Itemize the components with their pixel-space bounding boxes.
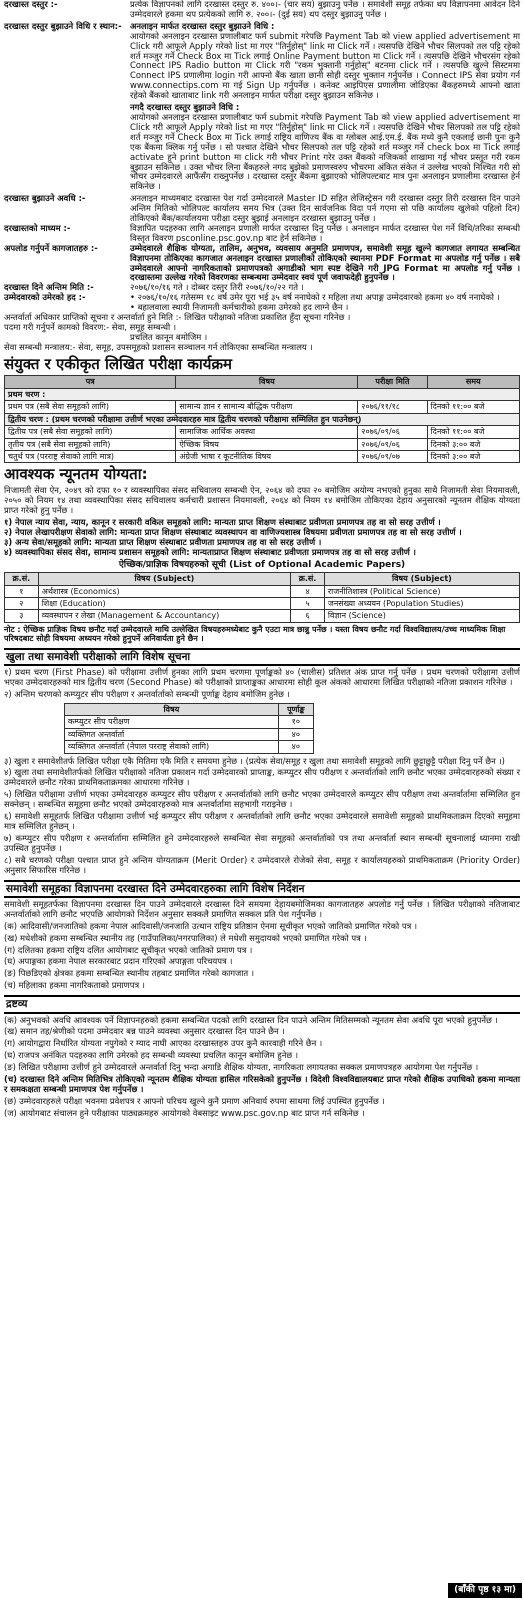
exam-schedule-table <box>4 375 520 463</box>
table-row <box>5 426 520 438</box>
exam-paper: प्रथम पत्र (सबै सेवा समूहको लागि) <box>5 401 176 413</box>
exam-subject: सामान्य ज्ञान र सामान्य बौद्धिक परीक्षण <box>176 401 358 413</box>
phase-2-label: द्वितीय चरण : (प्रथम चरणको परीक्षामा उत्तीर्ण भएका उम्मेदवारहरु मात्र द्वितीय चरणको परीक्षामा सम्मिलित हुन पाउनेछन्) <box>5 413 520 425</box>
list-item: (ज) आयोगबाट संचालन हुने परीक्षाका पाठ्यक्रमहरु आयोगको वेबसाइट www.psc.gov.np बाट प्राप्त गर्न सकिनेछ । <box>4 1107 365 1118</box>
header-subject: विषय (Subject) <box>324 573 519 585</box>
qualification-list <box>4 518 520 558</box>
exam-date: २०७६/०९/०६ <box>358 438 427 450</box>
exam-subject: ऐच्छिक विषय <box>176 438 358 450</box>
marks-cell: १० <box>278 716 313 728</box>
header-sn: क्र.सं. <box>291 573 325 585</box>
inclusive-list <box>4 922 520 991</box>
list-item: ६) समावेशी समूहतर्फ लिखित परीक्षामा उत्तीर्ण भई कम्प्युटर सीप परीक्षण र अन्तर्वार्ताको लागि छनौट भएका उम्मेदवारले समावेशी समूहको प्राथमिकताक्रम दिएको समूहमा मात्र सम्मिलित हुनेछन् । <box>4 811 520 832</box>
sn-cell: १ <box>5 585 39 597</box>
header-date: परीक्षा मिति <box>358 376 427 388</box>
subject-cell: व्यक्तिगत अन्तर्वार्ता <box>65 728 279 740</box>
table-header-row <box>65 703 314 715</box>
age-label: उम्मेदवारको उमेरको हद :- <box>4 292 86 303</box>
list-item: (ख) मधेशीको हकमा सम्बन्धित स्थानीय तह (गाउँपालिका/नगरपालिका) ले मधेशी समुदायको भएको प्रमाणित गरेको पत्र । <box>4 932 367 943</box>
table-row <box>65 716 314 728</box>
exam-subject: सामाजिक आर्थिक अवस्था <box>176 426 358 438</box>
exam-paper: द्वितीय पत्र (सबै सेवा समूहको लागि) <box>5 426 176 438</box>
inclusive-instructions-heading: समावेशी समूहका विज्ञापनमा दरखास्त दिने उम्मेदवारहरुका लागि विशेष निर्देशन <box>4 880 520 898</box>
notice-page <box>4 0 520 1119</box>
marks-cell: ४० <box>278 741 313 753</box>
optional-papers-table <box>4 572 520 623</box>
list-item: ५) लिखित परीक्षामा उत्तीर्ण भएका उम्मेदवारहरु कम्प्युटर सीप परीक्षण र अन्तर्वार्ताको लागि छनौट भएका उम्मेदवारले कम्प्युटर सीप परीक्षण तथा अन्तर्वार्तामा सम्मिलित हुन सक्नेछन् । सम्बन्धित समूहमा छनौट भएको उम्मेदवारहरुको मात्र अन्तर्वार्तामा सहभागी गराइनेछ । <box>4 789 520 810</box>
exam-date: २०७६/११/१८ <box>358 401 427 413</box>
exam-paper: तृतीय पत्र (सबै सेवा समूहको लागि) <box>5 438 176 450</box>
header-paper: पत्र <box>5 376 176 388</box>
documents-text: उम्मेदवारले शैक्षिक योग्यता, तालिम, अनुभव, व्यवसाय अनुमति प्रमाणपत्र, समावेशी समूह खुल्ने कागजात लगायत सम्बन्धित विज्ञापनमा तोकिएका कागजात अनलाइन दरखास्त प्रणालीको तोकिएको स्थानमा PDF Format मा अपलोड गर्नु पर्नेछ । सबै उम्मेदवारले आफ्नो नागरिकताको प्रमाणपत्रको अगाडीको भाग स्पष्ट देखिने गरी JPG Format मा अपलोड गर्नु पर्नेछ । दरखास्तमा उल्लेख गरेको विवरणका सम्बन्धमा उम्मेदवार स्वयं पूर्ण जवाफदेही हुनुपर्नेछ । <box>130 242 520 283</box>
phase-1-label: प्रथम चरण : <box>5 388 520 400</box>
list-item: २) नेपाल लेखापरीक्षण सेवाको लागि: मान्यता प्राप्त शिक्षण संस्थाबाट व्यवस्थापन वा वाणिज्यशास्त्र विषयमा प्रवीणता प्रमाणपत्र तह वा सो सरह उत्तीर्ण । <box>4 526 462 537</box>
subject-cell: राजनीतिशास्त्र (Political Science) <box>324 585 519 597</box>
interview-notice: अन्तर्वार्ता अधिकार प्राप्तिको सूचना र अन्तर्वार्ता हुने मिति :- लिखित परीक्षाको नतिजा प्रकाशित हुँदा सूचना गरिनेछ । <box>4 312 351 323</box>
subject-cell: अर्थशास्त्र (Economics) <box>38 585 290 597</box>
notes-heading: द्रष्टव्य <box>4 995 520 1013</box>
documents-label: अपलोड गर्नुपर्ने कागजातहरु :- <box>4 242 98 253</box>
misc-section <box>4 313 520 353</box>
submit-period-text: अनलाइन माध्यमबाट दरखास्त पेश गर्दा उम्मेदवारले Master ID सहित लेजिस्ट्रेसन गरी दरखास्त दस्तुर तिरी दरखास्त दिन पाउने अन्तिम मितिको भोलिपल्ट कार्यालय समय भित्र (उक्त दिन सार्वजनिक विदा पर्न गएमा सो पछि कार्यालय खुलेको पहिलो दिन) तोकिएको बैंक/कार्यालयमा परीक्षा दस्तुर बुझाई अनलाइन दरखास्त बुझाउनु पर्नेछ । <box>130 193 520 224</box>
sn-cell: ५ <box>291 597 325 609</box>
list-item: ३) खुला र समावेशीतर्फ लिखित परीक्षा एकै मितिमा एकै मिति र समयमा हुनेछ । (प्रत्येक सेवा/समूह र खुला तथा समावेशी समूहको लागि छुट्टाछुट्टै परीक्षा दिनु पर्ने छैन ।) <box>4 755 505 766</box>
qualification-intro: निजामती सेवा ऐन, २०४९ को दफा १० र व्यवस्थापिका संसद सचिवालय सम्बन्धी ऐन, २०६४ को दफा २० बमोजिम अयोग्य नभएको हुनुका साथै निजामती सेवा नियमावली, २०५० को नियम १४ तथा व्यवस्थापिका संसद सचिवालय कर्मचारी प्रशासन नियमावली, २०६४ को नियम १४ बमोजिम तोकिएका देहाय अनुसारको न्यूनतम शैक्षिक योग्यता प्राप्त गरेको हुनु पर्नेछ । <box>4 485 520 515</box>
payment-method-section <box>4 22 520 194</box>
deadline-label: दरखास्त दिने अन्तिम मिति :- <box>4 282 94 293</box>
list-item: ४) खुला तथा समावेशीतर्फको लिखित परीक्षाको नतिजा प्रकाशन गर्दा उम्मेदवारको प्राप्ताङ्क, कम्प्युटर सीप परीक्षण र अन्तर्वार्ताको लागि छनौट भएका उम्मेदवारहरुको संख्या र उम्मेदवारले छनौट गरेका प्राथमिकताक्रमका आधारमा गरिनेछ । <box>4 767 520 788</box>
list-item: (ङ) लिखित परीक्षामा उत्तीर्ण हुने उम्मेदवारले अन्तर्वार्ता दिनु भन्दा अगाडि शैक्षिक योग्यता, नागरिकता लगायतका सक्कल प्रमाणपत्रहरु आयोगमा पेश गर्नुपर्नेछ । <box>4 1062 479 1073</box>
subject-cell: व्यक्तिगत अन्तर्वार्ता (नेपाल परराष्ट्र सेवाको लागि) <box>65 741 279 753</box>
special-notice-heading: खुला तथा समावेशी परीक्षाको लागि विशेष सूचना <box>4 648 520 666</box>
sn-cell: २ <box>5 597 39 609</box>
subject-cell: विज्ञान (Science) <box>324 610 519 622</box>
age-line-2: • बहालवाला स्थायी निजामती कर्मचारीको हकमा उमेरको हद लाग्ने छैन । <box>130 302 349 313</box>
subject-cell: व्यवस्थापन र लेखा (Management & Accountancy) <box>38 610 290 622</box>
special-para-1: १) प्रथम चरण (First Phase) को परीक्षामा उत्तीर्ण हुनका लागि प्रथम चरणमा पूर्णाङ्कको ४० (चालीस) प्रतिशत अंक प्राप्त गर्नु पर्नेछ । प्रथम चरणको परीक्षामा उत्तीर्ण भएका उम्मेदवारहरुको मात्र द्वितीय चरण (Second Phase) को परीक्षाको प्राप्ताङ्कका आधारमा सोही कूल अंकको आधारमा लिखित परीक्षाको नतिजा प्रकाशन गरिनेछ । <box>4 667 520 688</box>
exam-paper: चतुर्थ पत्र (परराष्ट्र सेवाको लागि मात्र) <box>5 451 176 463</box>
online-payment-text: आयोगको अनलाइन दरखास्त प्रणालीबाट फर्म submit गरेपछि Payment Tab को view applied advertisement मा Click गरी आफूले Apply गरेको list मा गएर "तिर्नुहोस्" link मा Click गर्ने । त्यसपछि देखिने भौचर सिलपको तल पट्टि रहेको शर्त मञ्जुर गर्ने Check Box मा Tick लगाई Online Payment button मा Click गर्ने । त्यसपछि देखिने भौचरसंग रहेको Connect IPS Radio button मा Click गरी "रकम भुक्तानी गर्नुहोस्" बटनमा click गर्ने । त्यसपछि खुल्ने सिस्टममा Connect IPS प्रणालीमा login गरी आफ्नो बैंक खाता छानी सोही दस्तुर भुक्तान गर्नुपर्नेछ । Connect IPS सेवा प्रयोग गर्न www.connectips.com मा गई Sign Up गर्नुपर्नेछ । कनेक्ट आइपिएस प्रणालीमा जोडिएका बैंकहरुमध्ये आफ्नो खाता रहेको बैंकको खाताबाट link गरी अनलाइन मार्फत परीक्षा दस्तुर बुझाउन सकिनेछ । <box>130 30 520 101</box>
age-line-1: • २०७६/१०/१६ गतेसम्म १८ वर्ष उमेर पूरा भई ३५ वर्ष ननाघेको र महिला तथा अपाङ्ग उम्मेदवारको हकमा ४० वर्ष ननाघेको । <box>130 292 500 303</box>
table-row <box>65 741 314 753</box>
table-row <box>5 438 520 450</box>
header-sn: क्र.सं. <box>5 573 39 585</box>
table-row <box>5 597 520 609</box>
exam-time: दिनको ११:०० बजे <box>427 401 519 413</box>
header-time: समय <box>427 376 519 388</box>
list-item: ४) व्यवस्थापिका संसद सेवा, सामान्य प्रशासन समूहको लागि: मान्यताप्राप्त शिक्षण संस्थाबाट प्रवीणता प्रमाणपत्र तह वा सो सरह उत्तीर्ण । <box>4 546 416 557</box>
special-items-list <box>4 757 520 876</box>
cash-payment-text: आयोगको अनलाइन दरखास्त प्रणालीबाट फर्म submit गरेपछि Payment Tab को view applied advertisement मा Click गरी आफूले Apply गरेको list मा गएर "तिर्नुहोस्" link मा Click गर्ने । त्यसपछि देखिने भौचर सिलपको तल पट्टि रहेको शर्त मञ्जुर गर्ने Check Box मा Tick लगाई राष्ट्रिय वाणिज्य बैंक वा ग्लोबल आई.एम.ई. बैंक मध्ये कुनै एकलाई छानी पुनः कुनै एक बैंकमा क्लिक गर्नु पर्नेछ । सो पश्चात देखिने भौचर सिलपको तल पट्टि रहेको शर्त मञ्जुर गर्ने check box मा Tick लगाई activate हुने print button मा click गरी भौचर Print गरेर उक्त बैंकको नजिकको शाखामा गई भौचर प्रस्तुत गरी रकम बुझाउन सकिनेछ । उक्त भौचर लिना बैंकहरुले नगद बुझेको प्रमाणस्वरुप भौचरमा अंकित संकेत नं उल्लेख भएको निश्चित गरी सो भौचर उम्मेदवारले आफैंसँग राख्नुपर्नेछ । दरखास्त दस्तुर बैंकमा बुझाएको भोलिपल्टबाट मात्र पुनः अनलाइन प्रणालीमा दरखास्त हेर्न सकिनेछ । <box>130 111 520 192</box>
marks-cell: ४० <box>278 728 313 740</box>
law-reference: प्रचलित कानून बमोजिम । <box>130 331 208 342</box>
subject-cell: जनसंख्या अध्ययन (Population Studies) <box>324 597 519 609</box>
header-subject: विषय (Subject) <box>38 573 290 585</box>
exam-date: २०७६/०९/०७ <box>358 451 427 463</box>
fee-section <box>4 0 520 20</box>
list-item: (च) दरखास्त दिने अन्तिम मितिभित्र तोकिएको न्यूनतम शैक्षिक योग्यता हासिल गरिसकेको हुनुपर्नेछ । विदेशी विश्वविद्यालयबाट प्राप्त गरेको शैक्षिक उपाधिको हकमा मान्यता र समकक्षता सम्बन्धी प्रमाणपत्र पेश गर्नुपर्नेछ । <box>4 1074 520 1094</box>
fee-text: प्रत्येक विज्ञापनको लागि दरखास्त दस्तुर रु. ४००।- (चार सय) बुझाउनु पर्नेछ । समावेशी समूह तर्फका थप विज्ञापनमा आवेदन दिने उम्मेदवारले हकमा थप प्रत्येकको लागि रु. २००।- (दुई सय) थप दस्तुर बुझाउनु पर्नेछ । <box>130 0 520 19</box>
list-item: (ग) आयोगद्वारा निर्धारित योग्यता नपुगेको र म्याद नाघी आएका दरखास्तहरु उपर कुनै कारवाही गरिने छैन । <box>4 1038 323 1049</box>
list-item: (च) महिलाका हकमा नागरिकताको प्रमाणपत्र । <box>4 980 145 991</box>
list-item: (घ) राजपत्र अनंकित पदहरुका लागि उमेरको हद सम्बन्धी व्यवस्था प्रचलित कानून बमोजिम हुनेछ । <box>4 1050 299 1061</box>
documents-section <box>4 244 520 284</box>
subject-cell: शिक्षा (Education) <box>38 597 290 609</box>
exam-subject: अंग्रेजी भाषा र कूटनीतिक विषय <box>176 451 358 463</box>
qualification-heading: आवश्यक न्यूनतम योग्यता: <box>4 465 148 484</box>
fee-label: दरखास्त दस्तुर :- <box>4 0 58 9</box>
cash-payment-title: नगदै दरखास्त दस्तुर बुझाउने विधि : <box>130 102 240 113</box>
list-item: (छ) उम्मेदवारहरुले परीक्षा भवनमा प्रवेशपत्र र आफ्नो परिचय खुल्ने कुनै प्रमाण अनिवार्य रुपमा साथमा लिई उपस्थित हुनुपर्नेछ । <box>4 1095 385 1106</box>
sn-cell: ६ <box>291 610 325 622</box>
medium-text: विज्ञापित पदहरुका लागि अनलाइन प्रणाली मार्फत दरखास्त दिनु पर्नेछ । अनलाइन मार्फत दरखास्त पेश गर्ने विधि/तरिका सम्बन्धी विस्तृत विवरण psconline.psc.gov.np बाट हेर्न सकिनेछ । <box>130 222 520 243</box>
header-subject: विषय <box>65 703 279 715</box>
submit-period-label: दरखास्त बुझाउने अवधि :- <box>4 193 86 204</box>
notes-list <box>4 1016 520 1119</box>
table-header-row <box>5 376 520 388</box>
list-item: ३) अन्य सेवा/समूहको लागि: मान्यता प्राप्त शिक्षण संस्थाबाट प्रवीणता प्रमाणपत्र तह वा सो सरह उत्तीर्ण । <box>4 536 322 547</box>
subject-cell: कम्प्युटर सीप परीक्षण <box>65 716 279 728</box>
list-item: (क) अनुभवको अवधि आवश्यक पर्ने विज्ञापनहरुको हकमा सम्बन्धित पदको लागि दरखास्त दिन पाउने अन्तिम मितिसम्मको न्यूनतम सेवा अवधि पूरा भएको हुनुपर्नेछ । <box>4 1014 498 1025</box>
optional-papers-title: ऐच्छिक/प्राज्ञिक विषयहरुको सूची (List of Optional Academic Papers) <box>118 559 406 570</box>
table-row <box>5 451 520 463</box>
interview-marks-table <box>64 703 314 754</box>
inclusive-intro: समावेशी समूहतर्फका विज्ञापनमा दरखास्त दिन पाउने उम्मेदवारले दरखास्त दिने समयमा देहायबमोजिमका कागजातहरु अपलोड गर्नु पर्नेछ । लिखित परीक्षाको नतिजाबाट अन्तर्वार्ताको लागि छनौट भएपछि आयोगको निर्देशन अनुसार सक्कलै प्रमाणित सक्कल प्रति पेश गर्नुपर्नेछ । <box>4 898 520 919</box>
submit-period-section <box>4 194 520 224</box>
list-item: (ख) समान तह/श्रेणीको पदमा उम्मेदवार बन्न पाउने व्यवस्था अनुसार दरखास्त दिन पाउने छैन । <box>4 1026 285 1037</box>
medium-label: दरखास्तको माध्यम :- <box>4 222 71 233</box>
exam-time: दिनको ३:०० बजे <box>427 451 519 463</box>
medium-section <box>4 224 520 244</box>
list-item: (घ) अपाङ्गका हकमा नेपाल सरकारबाट प्रदान गरिएको अपाङ्गता परिचयपत्र । <box>4 956 233 967</box>
exam-time: दिनको ११:०० बजे <box>427 426 519 438</box>
table-header-row <box>5 573 520 585</box>
list-item: ८) सबै चरणको परीक्षा पश्चात प्राप्त हुने अन्तिम योग्यताक्रम (Merit Order) र उम्मेदवारले रोजेको सेवा, समूह र कार्यालयहरुको प्राथमिकताक्रम (Priority Order) अनुसार सिफारिस गरिनेछ । <box>4 854 520 875</box>
list-item: ७) कम्प्युटर सीप परीक्षण र अन्तर्वार्तामा सम्मिलित हुने उम्मेदवारहरुले सम्बन्धित सेवा समूहको अन्तर्वार्ताको पत्र तथा अन्तर्वार्ता स्थान सम्बन्धी सूचनालाई ध्यानमा राखी उपस्थित हुनुपर्नेछ । <box>4 832 520 853</box>
deadline-text: २०७६/१०/१६ गते । दोब्बर दस्तुर तिरी २०७६/१०/२२ गते । <box>130 282 304 293</box>
optional-note: नोट : ऐच्छिक प्राज्ञिक विषय छनौट गर्दा उम्मेदवारले माथि उल्लेखित विषयहरुमध्येबाट कुनै एउटा मात्र छान्नु पर्नेछ । यस्ता विषय छनौट गर्दा विश्वविद्यालय/उच्च माध्यमिक शिक्षा परिषदबाट सोही विषयमा अध्ययन गरेको हुनुपर्ने अनिवार्यता हुने छैन । <box>4 624 506 644</box>
continued-on-page-badge: (बाँकी पृष्ठ १३ मा) <box>448 1583 522 1598</box>
ministry-line: सेवा सम्बन्धी मन्त्रालय:- सेवा, समूह, उपसमूहको प्रशासन सञ्चालन गर्न तोकिएका सम्बन्धित मन्त्रालय । <box>4 341 313 352</box>
special-para-2: २) अन्तिम चरणको कम्प्युटर सीप परीक्षण र अन्तर्वार्ताको सम्बन्धी पूर्णाङ्क देहाय बमोजिम हुनेछ । <box>4 688 290 699</box>
age-section <box>4 293 520 313</box>
sn-cell: ३ <box>5 610 39 622</box>
online-payment-title: अनलाइन मार्फत दरखास्त दस्तुर बुझाउने विधि : <box>130 20 275 31</box>
list-item: १) नेपाल न्याय सेवा, न्याय, कानून र सरकारी वकिल समूहको लागि: मान्यता प्राप्त शिक्षण संस्थाबाट प्रवीणता प्रमाणपत्र तह वा सो सरह उत्तीर्ण । <box>4 516 441 527</box>
table-row <box>5 401 520 413</box>
table-row <box>65 728 314 740</box>
payment-method-label: दरखास्त दस्तुर बुझाउने विधि र स्थान:- <box>4 20 122 31</box>
exam-schedule-heading: संयुक्त र एकीकृत लिखित परीक्षा कार्यक्रम <box>4 354 232 373</box>
table-row <box>5 585 520 597</box>
header-subject: विषय <box>176 376 358 388</box>
list-item: (ग) दलितका हकमा राष्ट्रिय दलित आयोगबाट सूचीकृत भएको जातिको प्रमाण पत्र । <box>4 944 253 955</box>
sn-cell: ४ <box>291 585 325 597</box>
job-description: पदमा गरी गर्नुपर्ने कामको विवरण:- सेवा, समूह सम्बन्धी । <box>4 322 177 332</box>
list-item: (ङ) पिछडिएको क्षेत्रका हकमा सम्बन्धित स्थानीय तहबाट प्रमाणित गरेको कागजात । <box>4 968 255 979</box>
exam-date: २०७६/०९/०६ <box>358 426 427 438</box>
header-full-marks: पूर्णाङ्क <box>278 703 313 715</box>
list-item: (क) आदिवासी/जनजातिको हकमा नेपाल आदिवासी/जनजाति उत्थान राष्ट्रिय प्रतिष्ठान ऐनमा सूचीकृत भएको जातिको प्रमाणित गरेको पत्र । <box>4 920 418 931</box>
exam-time: दिनको ३:०० बजे <box>427 438 519 450</box>
table-row <box>5 610 520 622</box>
